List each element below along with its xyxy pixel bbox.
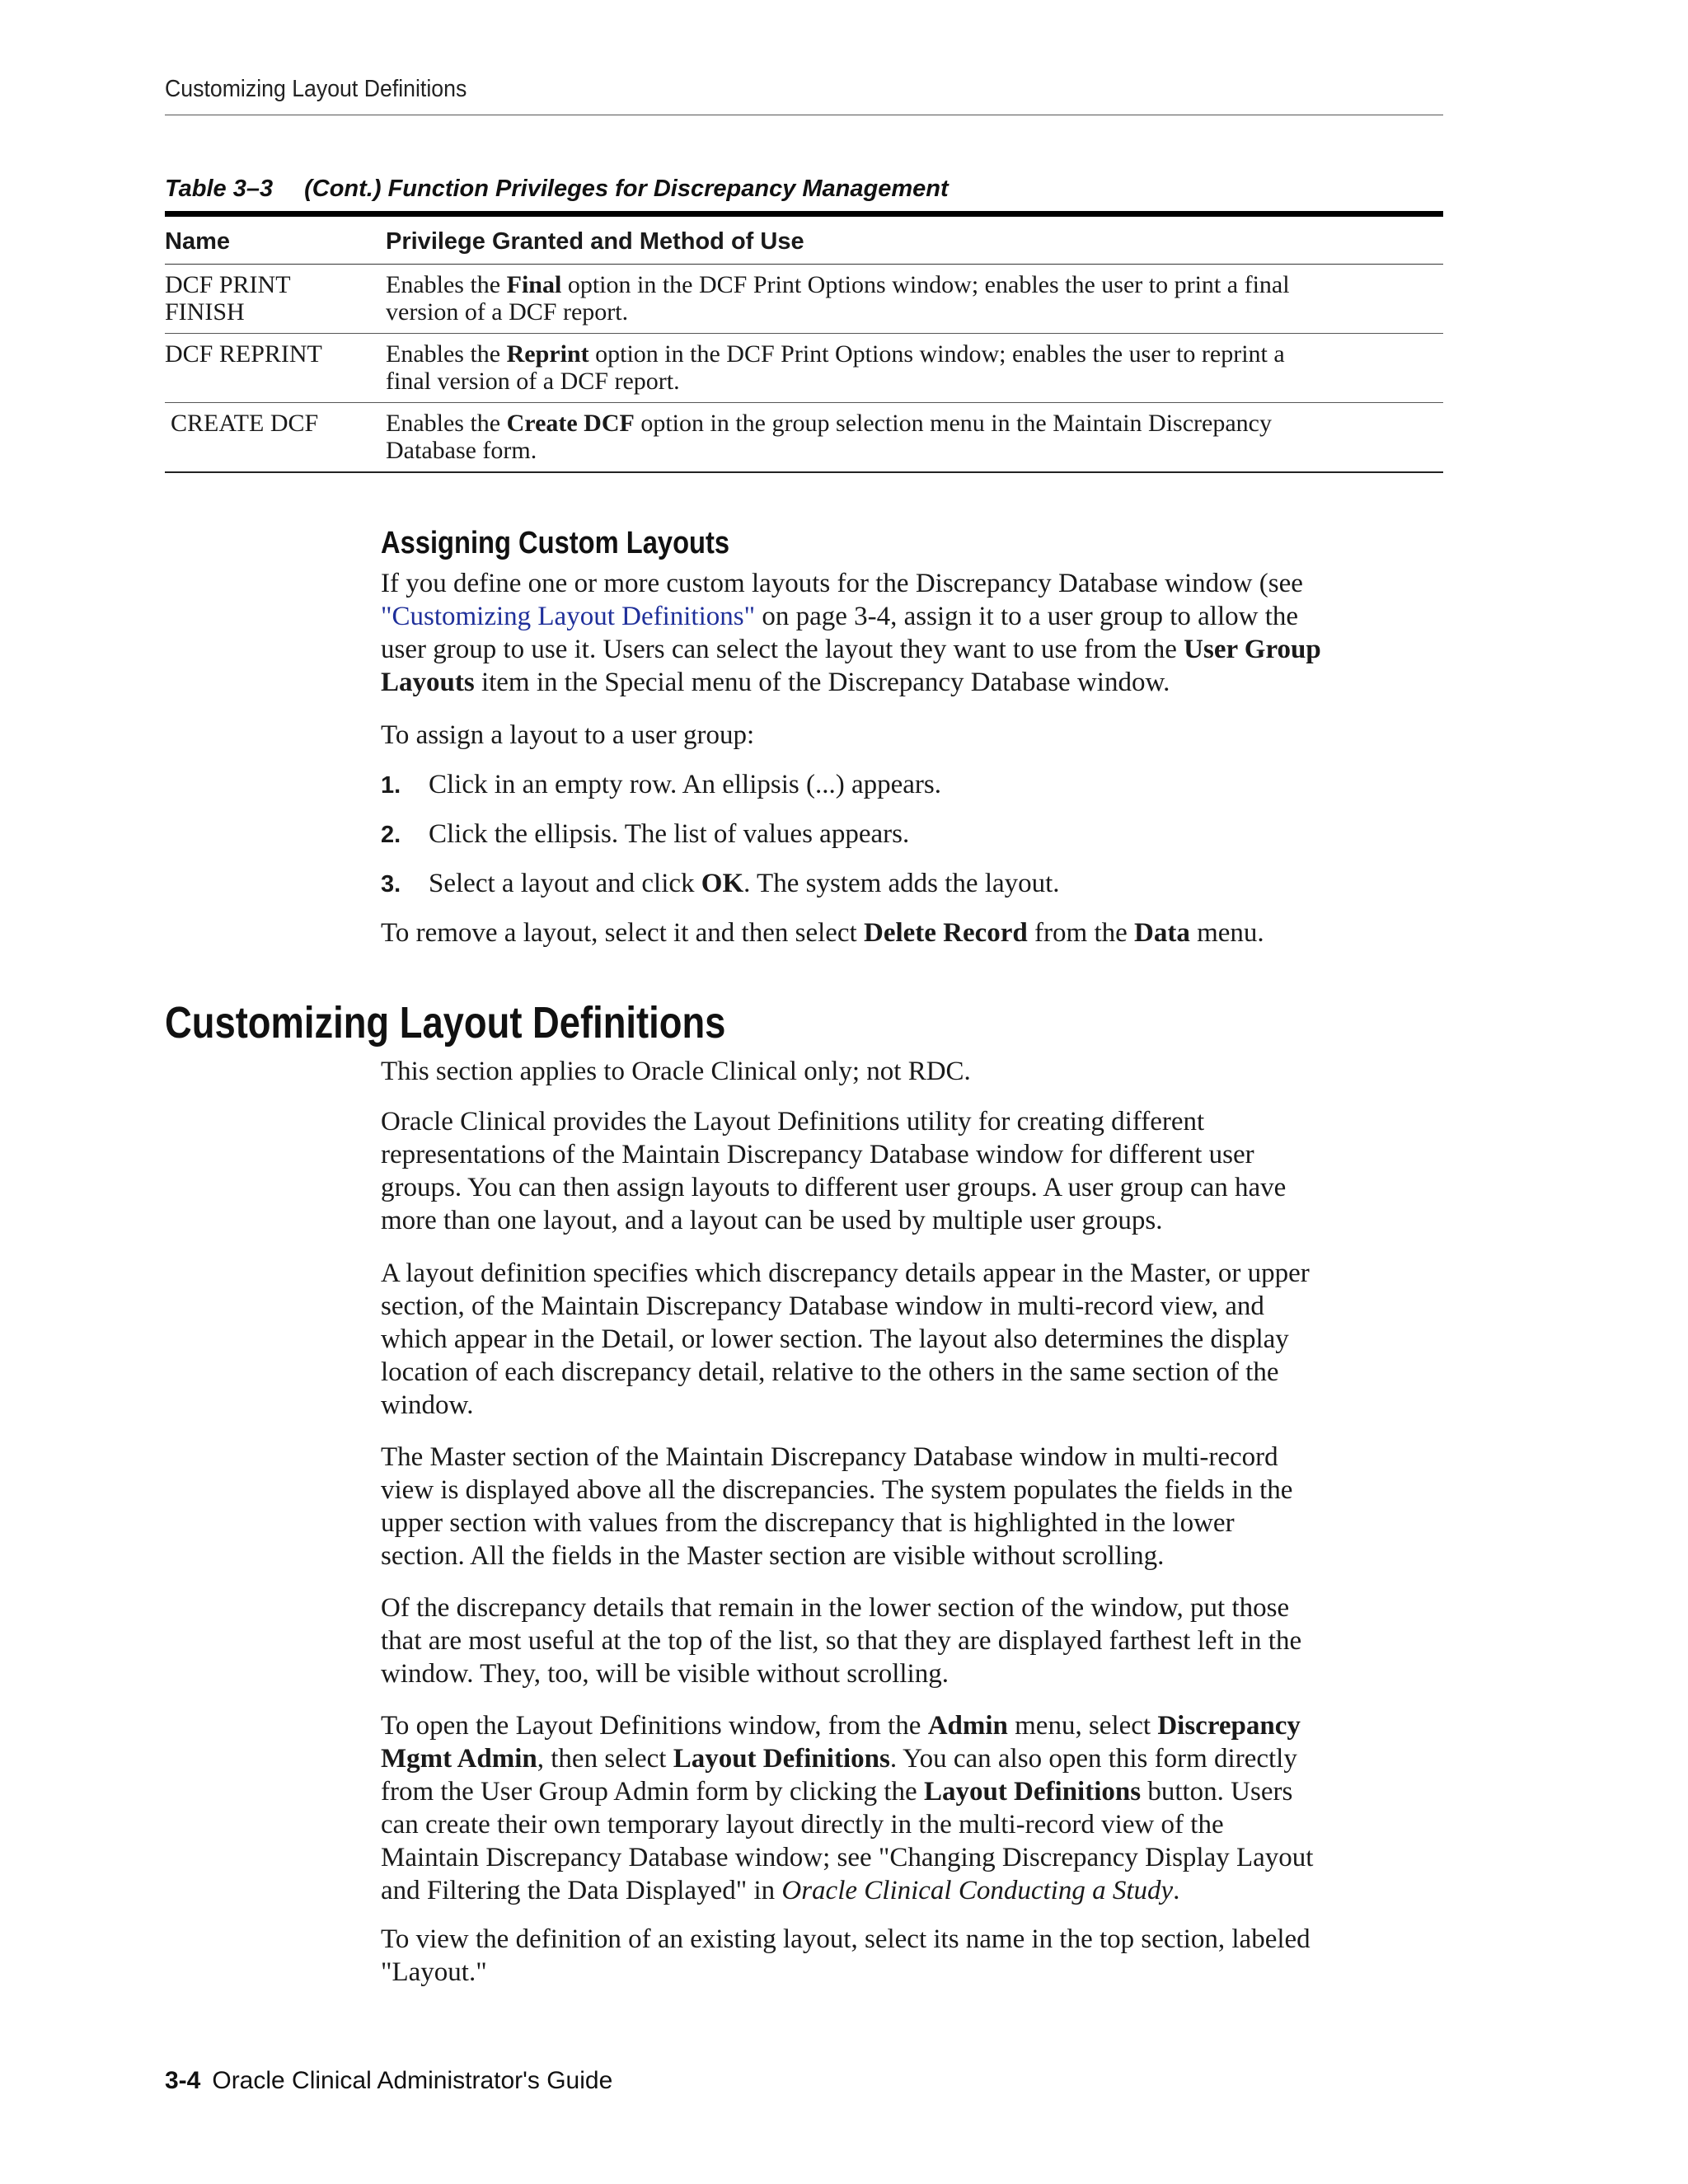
paragraph-master-section	[381, 1441, 1452, 1572]
row-name: DCF REPRINT	[165, 340, 322, 368]
text: section. All the fields in the Master section are visible without scrolling.	[381, 1541, 1165, 1571]
text: section, of the Maintain Discrepancy Database window in multi-record view, and	[381, 1291, 1264, 1321]
text: Of the discrepancy details that remain in the lower section of the window, put those	[381, 1593, 1290, 1623]
text: window.	[381, 1390, 474, 1420]
text: menu.	[1189, 918, 1264, 948]
bold-term: Delete Record	[863, 918, 1028, 948]
paragraph-layout-utility	[381, 1105, 1452, 1237]
row-desc-cell	[386, 403, 1443, 473]
step-text: Select a layout and click	[429, 869, 701, 898]
text: more than one layout, and a layout can be used by multiple user groups.	[381, 1206, 1163, 1235]
list-item-step-3	[381, 867, 1060, 901]
text: menu, select	[1007, 1711, 1158, 1741]
table-row	[165, 403, 1443, 473]
row-desc-cell	[386, 334, 1443, 403]
privileges-table	[165, 211, 1443, 473]
table-header-row	[165, 214, 1443, 265]
running-header: Customizing Layout Definitions	[165, 76, 467, 102]
row-desc-bold: Final	[506, 271, 562, 298]
page-footer	[165, 2067, 612, 2095]
text: To view the definition of an existing layout, select its name in the top section, labeled	[381, 1924, 1311, 1954]
paragraph-applies-to: This section applies to Oracle Clinical only; not RDC.	[381, 1057, 971, 1086]
table-row	[165, 334, 1443, 403]
text: on page 3-4, assign it to a user group to allow the	[755, 602, 1299, 631]
bold-term: Mgmt Admin	[381, 1744, 537, 1774]
row-desc: Database form.	[386, 437, 537, 464]
row-desc: option in the DCF Print Options window; enables the user to print a final	[561, 271, 1290, 298]
column-header-privilege: Privilege Granted and Method of Use	[386, 214, 1443, 265]
text: upper section with values from the discrepancy that is highlighted in the lower	[381, 1508, 1235, 1538]
bold-term: OK	[701, 869, 744, 898]
text: To remove a layout, select it and then select	[381, 918, 864, 948]
text: from the User Group Admin form by clicking the	[381, 1777, 924, 1807]
row-desc-bold: Create DCF	[506, 410, 635, 437]
text: The Master section of the Maintain Discrepancy Database window in multi-record	[381, 1442, 1278, 1472]
row-name-cell	[165, 403, 386, 473]
table-caption	[165, 176, 949, 203]
text: .	[1173, 1876, 1180, 1905]
row-name-cell	[165, 265, 386, 334]
text: "Layout."	[381, 1957, 487, 1987]
text: user group to use it. Users can select the layout they want to use from the	[381, 635, 1184, 664]
paragraph-view-definition	[381, 1923, 1452, 1989]
row-name: DCF PRINT	[165, 271, 291, 298]
text: If you define one or more custom layouts for the Discrepancy Database window (see	[381, 569, 1303, 598]
row-name-cell	[165, 334, 386, 403]
book-title-italic: Oracle Clinical Conducting a Study	[781, 1876, 1174, 1905]
bold-term: Admin	[927, 1711, 1008, 1741]
text: that are most useful at the top of the list, so that they are displayed farthest left in the	[381, 1626, 1302, 1656]
step-number: 1.	[381, 772, 401, 799]
bold-term: Data	[1134, 918, 1190, 948]
book-title: Oracle Clinical Administrator's Guide	[212, 2067, 613, 2094]
text: To open the Layout Definitions window, from the	[381, 1711, 928, 1741]
paragraph-remove-layout	[381, 916, 1452, 949]
list-item-step-2	[381, 818, 909, 851]
paragraph-assign-lead: To assign a layout to a user group:	[381, 720, 755, 750]
step-text: . The system adds the layout.	[743, 869, 1060, 898]
column-header-name: Name	[165, 214, 386, 265]
paragraph-assigning-intro	[381, 567, 1452, 699]
text: location of each discrepancy detail, relative to the others in the same section of the	[381, 1357, 1279, 1387]
paragraph-layout-definition	[381, 1257, 1452, 1422]
row-desc-bold: Reprint	[506, 340, 589, 368]
row-desc: Enables the	[386, 410, 507, 437]
step-text: Click the ellipsis. The list of values appears.	[429, 819, 910, 849]
step-text: Click in an empty row. An ellipsis (...) appears.	[429, 770, 941, 799]
cross-reference-link[interactable]: "Customizing Layout Definitions"	[381, 602, 756, 631]
row-desc: Enables the	[386, 271, 507, 298]
section-heading-assigning: Assigning Custom Layouts	[381, 526, 730, 560]
table-caption-title: (Cont.) Function Privileges for Discrepancy Management	[304, 176, 949, 202]
text: window. They, too, will be visible without scrolling.	[381, 1659, 949, 1689]
text: groups. You can then assign layouts to different user groups. A user group can have	[381, 1173, 1287, 1202]
row-desc: final version of a DCF report.	[386, 368, 680, 395]
paragraph-open-layout-definitions	[381, 1709, 1452, 1907]
row-desc: option in the DCF Print Options window; enables the user to reprint a	[588, 340, 1285, 368]
row-desc: version of a DCF report.	[386, 298, 629, 326]
text: and Filtering the Data Displayed" in	[381, 1876, 782, 1905]
text: . You can also open this form directly	[889, 1744, 1297, 1774]
row-name: FINISH	[165, 298, 245, 326]
text: from the	[1027, 918, 1135, 948]
table-row	[165, 265, 1443, 334]
text: representations of the Maintain Discrepancy Database window for different user	[381, 1140, 1254, 1169]
row-name: CREATE DCF	[171, 410, 319, 437]
bold-term: Layouts	[381, 668, 475, 697]
paragraph-lower-section	[381, 1591, 1452, 1690]
step-number: 3.	[381, 871, 401, 898]
text: button. Users	[1141, 1777, 1293, 1807]
row-desc: Enables the	[386, 340, 507, 368]
step-number: 2.	[381, 822, 401, 848]
bold-term: User Group	[1184, 635, 1321, 664]
bold-term: Layout Definitions	[923, 1777, 1142, 1807]
page-number: 3-4	[165, 2067, 201, 2094]
section-heading-customizing: Customizing Layout Definitions	[165, 998, 726, 1047]
row-desc: option in the group selection menu in the Maintain Discrepancy	[634, 410, 1272, 437]
text: which appear in the Detail, or lower section. The layout also determines the display	[381, 1324, 1289, 1354]
text: view is displayed above all the discrepancies. The system populates the fields in the	[381, 1475, 1293, 1505]
text: A layout definition specifies which discrepancy details appear in the Master, or upper	[381, 1258, 1310, 1288]
text: Oracle Clinical provides the Layout Definitions utility for creating different	[381, 1107, 1205, 1137]
text: Maintain Discrepancy Database window; see "Changing Discrepancy Display Layout	[381, 1843, 1314, 1872]
bold-term: Discrepancy	[1157, 1711, 1301, 1741]
table-caption-number: Table 3–3	[165, 176, 274, 202]
text: item in the Special menu of the Discrepancy Database window.	[474, 668, 1170, 697]
bold-term: Layout Definitions	[673, 1744, 890, 1774]
list-item-step-1	[381, 768, 941, 802]
row-desc-cell	[386, 265, 1443, 334]
text: can create their own temporary layout directly in the multi-record view of the	[381, 1810, 1224, 1840]
text: , then select	[537, 1744, 673, 1774]
